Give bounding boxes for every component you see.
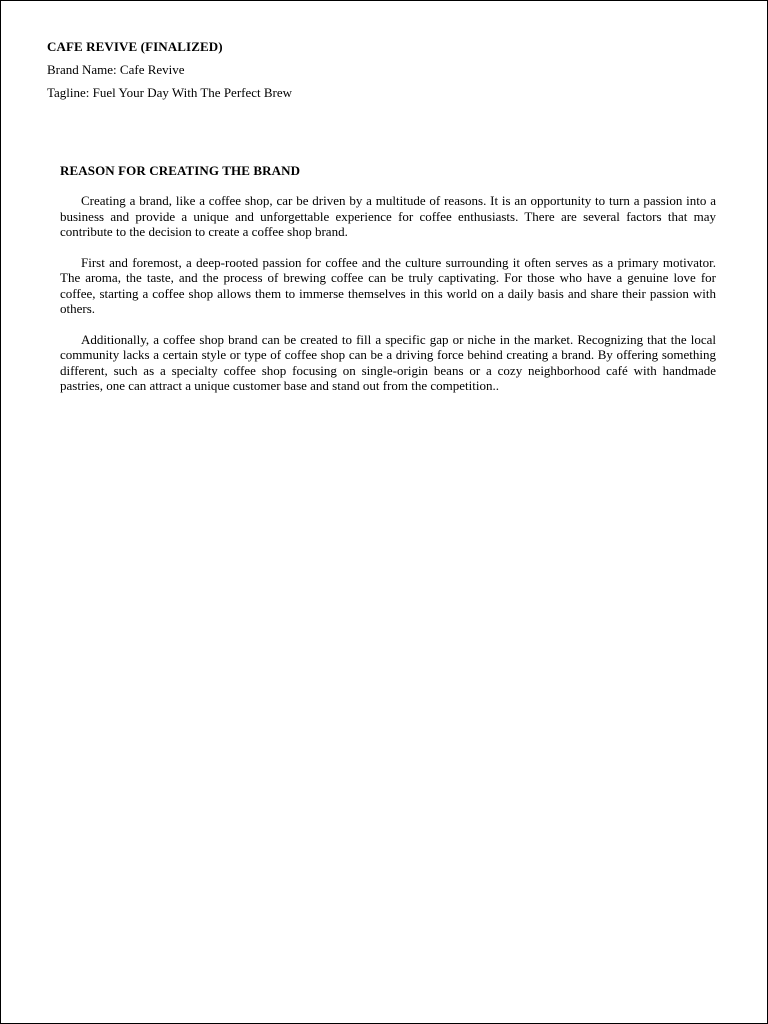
paragraph-3: Additionally, a coffee shop brand can be created to fill a specific gap or niche in the market. Recognizing that the local community lacks a certain style or type of coffee shop can be a driving force behind creating a brand. By offering something different, such as a specialty coffee shop focusing on single-origin beans or a cozy neighborhood café with handmade pastries, one can attract a unique customer base and stand out from the competition..	[60, 331, 716, 393]
paragraph-2: First and foremost, a deep-rooted passion for coffee and the culture surrounding it often serves as a primary motivator. The aroma, the taste, and the process of brewing coffee can be truly captivating. For those who have a genuine love for coffee, starting a coffee shop allows them to immerse themselves in this world on a daily basis and share their passion with others.	[60, 254, 716, 316]
brand-name-line: Brand Name: Cafe Revive	[47, 62, 185, 77]
reason-section	[60, 162, 716, 409]
paragraph-1: Creating a brand, like a coffee shop, car be driven by a multitude of reasons. It is an opportunity to turn a passion into a business and provide a unique and unforgettable experience for coffee enthusiasts. There are several factors that may contribute to the decision to create a coffee shop brand.	[60, 193, 716, 239]
tagline-line: Tagline: Fuel Your Day With The Perfect Brew	[47, 85, 293, 100]
document-title: CAFE REVIVE (FINALIZED)	[47, 39, 223, 54]
section-heading: REASON FOR CREATING THE BRAND	[60, 163, 301, 178]
document-header	[47, 38, 707, 101]
